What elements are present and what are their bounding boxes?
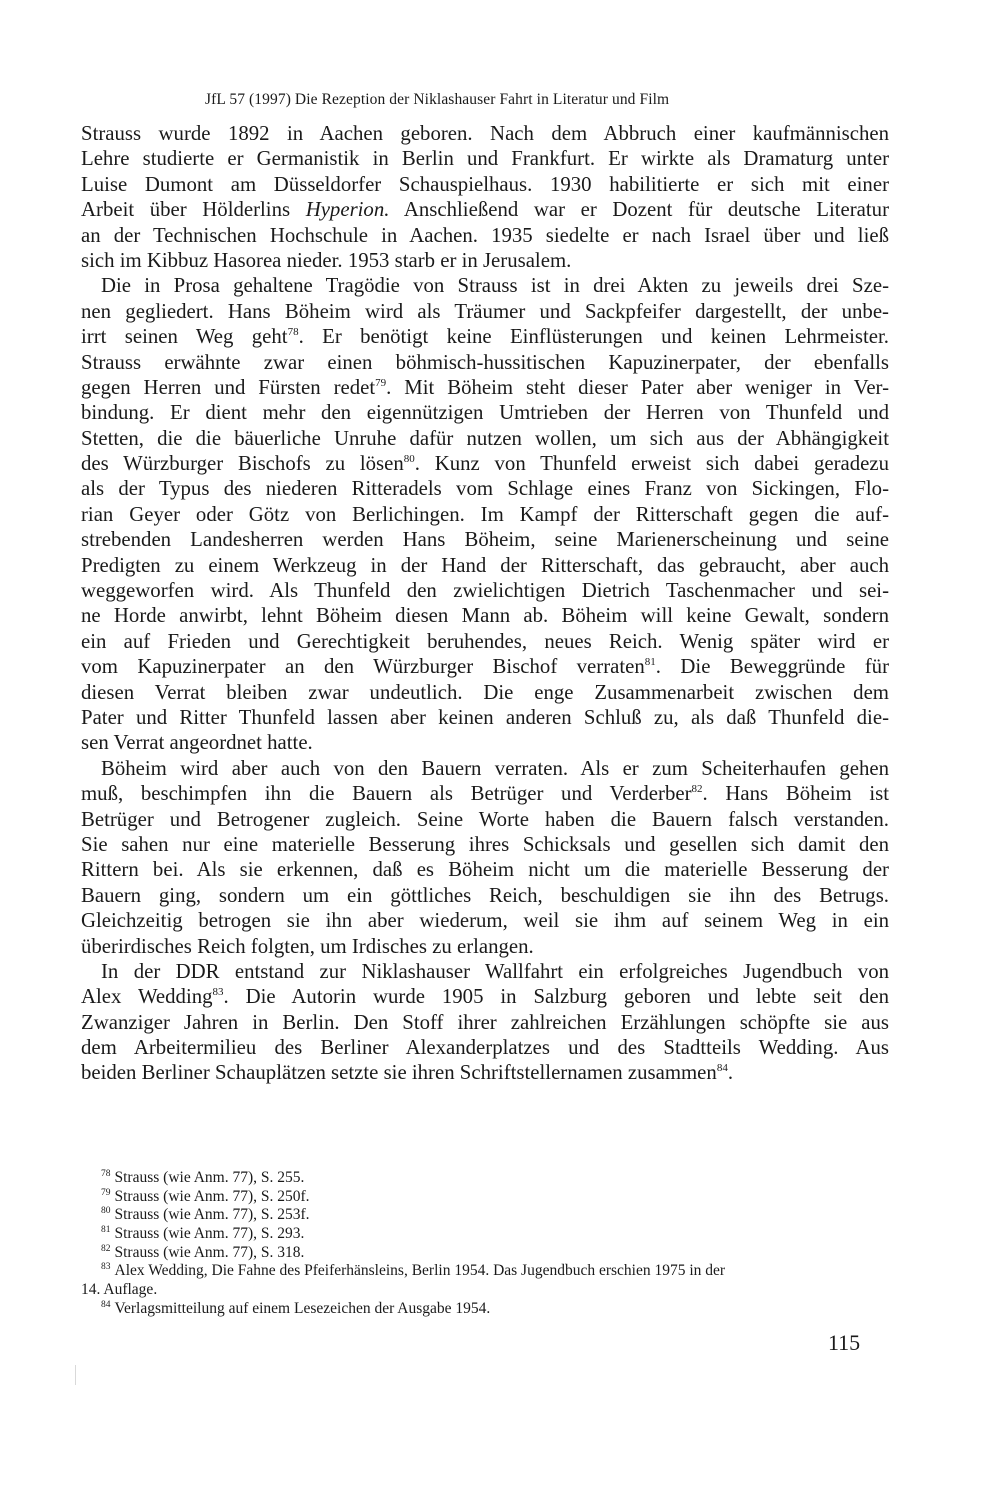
- footnotes: [81, 1169, 889, 1319]
- line-text: vom Kapuzinerpater an den Würzburger Bischof verraten: [81, 655, 645, 679]
- footnote: [81, 1281, 889, 1300]
- text-line: [81, 172, 889, 197]
- text-line: [81, 350, 889, 375]
- text-line: [81, 426, 889, 451]
- line-text: Rittern bei. Als sie erkennen, daß es Böheim nicht um die materielle Besserung der: [81, 858, 889, 882]
- line-text: In der DDR entstand zur Niklashauser Wallfahrt ein erfolgreiches Jugendbuch von: [101, 959, 889, 983]
- line-text: gegen Herren und Fürsten redet: [81, 375, 376, 399]
- line-text: .: [727, 1061, 734, 1085]
- footnote-text: Verlagsmitteilung auf einem Lesezeichen der Ausgabe 1954.: [114, 1299, 491, 1317]
- text-line: [81, 121, 889, 146]
- footnote-number: 79: [101, 1187, 111, 1198]
- line-text: Alex Wedding: [81, 985, 213, 1009]
- line-text: überirdisches Reich folgten, um Irdisches zu erlangen.: [81, 934, 534, 958]
- line-text: Strauss wurde 1892 in Aachen geboren. Nach dem Abbruch einer kaufmännischen: [81, 122, 889, 145]
- line-text: Stetten, die die bäuerliche Unruhe dafür nutzen wollen, um sich aus der Abhängigkeit: [81, 426, 889, 450]
- line-text: Predigten zu einem Werkzeug in der Hand der Ritterschaft, das gebraucht, aber auch: [81, 553, 889, 577]
- footnote: [81, 1188, 889, 1207]
- text-line: [81, 1010, 889, 1035]
- text-line: [81, 451, 889, 476]
- footnote: [81, 1300, 889, 1319]
- text-line: [81, 781, 889, 806]
- line-text: Zwanziger Jahren in Berlin. Den Stoff ihrer zahlreichen Erzählungen schöpfte sie aus: [81, 1010, 889, 1034]
- text-line: [81, 375, 889, 400]
- text-line: [81, 299, 889, 324]
- text-line: [81, 756, 889, 781]
- line-text: sen Verrat angeordnet hatte.: [81, 731, 313, 755]
- footnote-reference: 81: [644, 656, 656, 669]
- footnote: [81, 1169, 889, 1188]
- line-text: beiden Berliner Schauplätzen setzte sie ihren Schriftstellernamen zusammen: [81, 1061, 717, 1085]
- line-text: . Die Beweggründe für: [655, 655, 890, 679]
- line-text: bindung. Er dient mehr den eigennützigen Umtrieben der Herren von Thunfeld und: [81, 401, 889, 425]
- line-text: ne Horde anwirbt, lehnt Böheim diesen Mann ab. Böheim will keine Gewalt, sondern: [81, 604, 889, 628]
- text-line: [81, 223, 889, 248]
- footnote-number: 82: [101, 1243, 111, 1254]
- line-text: Betrüger und Betrogener zugleich. Seine Worte haben die Bauern falsch verstanden.: [81, 807, 889, 831]
- line-text: an der Technischen Hochschule in Aachen. 1935 siedelte er nach Israel über und ließ: [81, 223, 889, 247]
- page-number: 115: [828, 1330, 861, 1355]
- text-line: [81, 629, 889, 654]
- text-line: [81, 1060, 889, 1085]
- footnote-number: 84: [101, 1299, 111, 1310]
- line-text: Böheim wird aber auch von den Bauern verraten. Als er zum Scheiterhaufen gehen: [101, 756, 889, 780]
- footnote-number: 83: [101, 1262, 111, 1273]
- line-text: Lehre studierte er Germanistik in Berlin und Frankfurt. Er wirkte als Dramaturg unter: [81, 147, 889, 171]
- paragraph: [81, 121, 889, 273]
- text-line: [81, 934, 889, 959]
- text-line: [81, 324, 889, 349]
- text-line: [81, 146, 889, 171]
- line-text: . Er benötigt keine Einflüsterungen und keinen Lehrmeister.: [298, 325, 889, 349]
- footnote-text: Alex Wedding, Die Fahne des Pfeiferhänsleins, Berlin 1954. Das Jugendbuch erschien 1975 in der: [114, 1262, 726, 1280]
- paragraph: [81, 756, 889, 959]
- footnote-number: 81: [101, 1225, 111, 1236]
- line-text: . Hans Böheim ist: [702, 782, 889, 806]
- text-line: [81, 807, 889, 832]
- paragraph: [81, 959, 889, 1086]
- text-line: [81, 680, 889, 705]
- footnote: [81, 1225, 889, 1244]
- line-text: diesen Verrat bleiben zwar undeutlich. Die enge Zusammenarbeit zwischen dem: [81, 680, 889, 704]
- line-text: Anschließend war er Dozent für deutsche Literatur: [389, 198, 889, 222]
- footnote-reference: 82: [691, 783, 703, 796]
- line-text: . Kunz von Thunfeld erweist sich dabei geradezu: [414, 452, 890, 476]
- line-text: Bauern ging, sondern um ein göttliches Reich, beschuldigen sie ihn des Betrugs.: [81, 883, 889, 907]
- text-line: [81, 578, 889, 603]
- text-line: [81, 857, 889, 882]
- line-text: des Würzburger Bischofs zu lösen: [81, 452, 404, 476]
- footnote-reference: 83: [212, 986, 224, 999]
- footnote-text: Strauss (wie Anm. 77), S. 293.: [114, 1225, 305, 1243]
- line-text: als der Typus des niederen Ritteradels vom Schlage eines Franz von Sickingen, Flo-: [81, 477, 889, 501]
- line-text: Sie sahen nur eine materielle Besserung ihres Schicksals und gesellen sich damit den: [81, 832, 889, 856]
- text-line: [81, 984, 889, 1009]
- text-line: [81, 527, 889, 552]
- line-text: muß, beschimpfen ihn die Bauern als Betrüger und Verderber: [81, 782, 692, 806]
- running-header: JfL 57 (1997) Die Rezeption der Niklashauser Fahrt in Literatur und Film: [205, 91, 670, 108]
- body-text: [81, 121, 889, 1086]
- footnote-number: 80: [101, 1206, 111, 1217]
- text-line: [81, 248, 889, 273]
- line-text: Gleichzeitig betrogen sie ihn aber wiederum, weil sie ihm auf seinem Weg in ein: [81, 909, 889, 933]
- line-text: rian Geyer oder Götz von Berlichingen. Im Kampf der Ritterschaft gegen die auf-: [81, 502, 889, 526]
- footnote-text: Strauss (wie Anm. 77), S. 318.: [114, 1243, 305, 1261]
- footnote-text: Strauss (wie Anm. 77), S. 253f.: [114, 1206, 310, 1224]
- footnote-number: 78: [101, 1169, 111, 1179]
- text-line: [81, 476, 889, 501]
- scan-edge-mark: [75, 1365, 76, 1385]
- line-text: Strauss erwähnte zwar einen böhmisch-hussitischen Kapuzinerpater, der ebenfalls: [81, 350, 889, 374]
- line-text: Arbeit über Hölderlins: [81, 198, 306, 222]
- footnote-text: 14. Auflage.: [81, 1281, 158, 1299]
- line-text: . Die Autorin wurde 1905 in Salzburg geboren und lebte seit den: [223, 985, 889, 1009]
- line-text: Die in Prosa gehaltene Tragödie von Strauss ist in drei Akten zu jeweils drei Sze-: [101, 274, 889, 298]
- text-line: [81, 273, 889, 298]
- text-line: [81, 400, 889, 425]
- text-line: [81, 654, 889, 679]
- line-text: nen gegliedert. Hans Böheim wird als Träumer und Sackpfeifer dargestellt, der unbe-: [81, 299, 889, 323]
- line-text: Pater und Ritter Thunfeld lassen aber keinen anderen Schluß zu, als daß Thunfeld die-: [81, 705, 889, 729]
- line-text: sich im Kibbuz Hasorea nieder. 1953 starb er in Jerusalem.: [81, 248, 572, 272]
- footnote-reference: 84: [716, 1062, 728, 1075]
- footnote-reference: 79: [375, 376, 387, 389]
- line-text: dem Arbeitermilieu des Berliner Alexanderplatzes und des Stadtteils Wedding. Aus: [81, 1036, 889, 1060]
- footnote-reference: 80: [403, 453, 415, 466]
- footnote: [81, 1244, 889, 1263]
- text-line: [81, 959, 889, 984]
- text-line: [81, 197, 889, 222]
- text-line: [81, 502, 889, 527]
- line-text: ein auf Frieden und Gerechtigkeit beruhendes, neues Reich. Wenig später wird er: [81, 629, 889, 653]
- footnote: [81, 1262, 889, 1281]
- text-line: [81, 908, 889, 933]
- text-line: [81, 603, 889, 628]
- line-text: strebenden Landesherren werden Hans Böheim, seine Marienerscheinung und seine: [81, 528, 889, 552]
- text-line: [81, 1035, 889, 1060]
- text-line: [81, 553, 889, 578]
- line-text: Luise Dumont am Düsseldorfer Schauspielhaus. 1930 habilitierte er sich mit einer: [81, 172, 889, 196]
- footnote-reference: 78: [287, 326, 299, 339]
- text-line: [81, 832, 889, 857]
- text-line: [81, 883, 889, 908]
- text-line: [81, 705, 889, 730]
- italic-title: Hyperion.: [305, 198, 390, 222]
- line-text: irrt seinen Weg geht: [81, 325, 288, 349]
- line-text: weggeworfen wird. Als Thunfeld den zwielichtigen Dietrich Taschenmacher und sei-: [81, 579, 889, 603]
- footnote-text: Strauss (wie Anm. 77), S. 255.: [114, 1169, 305, 1186]
- line-text: . Mit Böheim steht dieser Pater aber weniger in Ver-: [386, 375, 889, 399]
- text-line: [81, 730, 889, 755]
- paragraph: [81, 273, 889, 755]
- footnote: [81, 1206, 889, 1225]
- footnote-text: Strauss (wie Anm. 77), S. 250f.: [114, 1187, 310, 1205]
